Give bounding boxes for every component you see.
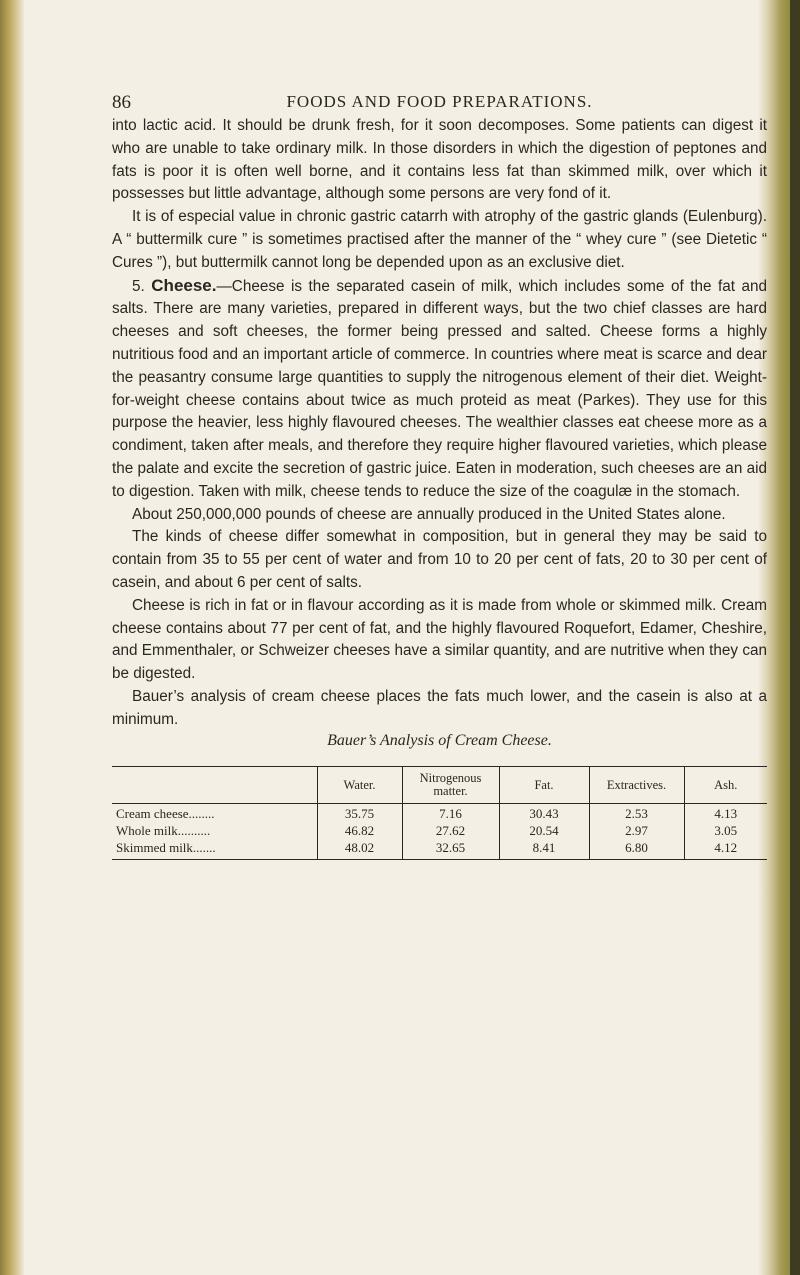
running-title: FOODS AND FOOD PREPARATIONS. [286,92,593,111]
table-caption: Bauer’s Analysis of Cream Cheese. [327,732,552,749]
section-heading: Cheese. [151,275,217,295]
column-header: Water. [317,767,402,804]
paragraph-cheese [112,275,767,504]
section-text: —Cheese is the separated casein of milk, which includes some of the fat and salts. There are many varieties, prepared in different ways, but the two chief classes are hard cheeses and soft cheeses, the former being pressed and salted. Cheese forms a highly nutritious food and an important article of commerce. In countries where meat is scarce and dear the peasantry consume large quantities to supply the nitrogenous element of their diet. Weight-for-weight cheese contains about twice as much proteid as meat (Parkes). They use for this purpose the heavier, less highly flavoured cheeses. The wealthier classes eat cheese more as a condiment, taken after meals, and therefore they require higher flavoured varieties, which please the palate and excite the secretion of gastric juice. Eaten in moderation, such cheeses are an aid to digestion. Taken with milk, cheese tends to reduce the size of the coagulæ in the stomach. [112,277,767,500]
column-header: Ash. [684,767,767,804]
table-row [112,838,767,860]
column-header: Extractives. [589,767,684,804]
row-label: Skimmed milk....... [112,838,317,860]
paragraph: Bauer’s analysis of cream cheese places the fats much lower, and the casein is also at a minimum. [112,687,767,728]
row-label: Whole milk.......... [116,823,211,838]
table-cell: 35.75 [317,804,402,822]
table-cell: 3.05 [684,821,767,838]
table-cell: 48.02 [317,838,402,860]
table-cell: 4.12 [684,838,767,860]
table-cell: 46.82 [317,821,402,838]
paragraph: The kinds of cheese differ somewhat in composition, but in general they may be said to contain from 35 to 55 per cent of water and from 10 to 20 per cent of fats, 20 to 30 per cent of casein, and about 6 per cent of salts. [112,528,767,591]
table-cell: 2.53 [589,804,684,822]
table-row [112,821,767,838]
analysis-table [112,766,767,860]
paragraph: About 250,000,000 pounds of cheese are annually produced in the United States alone. [132,505,726,523]
table-cell: 27.62 [402,821,499,838]
table-row [112,804,767,822]
body-text [112,115,767,732]
section-number: 5. [132,277,145,295]
paragraph: It is of especial value in chronic gastric catarrh with atrophy of the gastric glands (Eulenburg). A “ buttermilk cure ” is sometimes practised after the manner of the “ whey cure ” (see Dietetic “ Cures ”), but buttermilk cannot long be depended upon as an exclusive diet. [112,208,767,271]
table-cell: 6.80 [589,838,684,860]
table-cell: 7.16 [402,804,499,822]
table-cell: 20.54 [499,821,589,838]
row-label: Cream cheese........ [116,806,215,821]
column-header: Fat. [499,767,589,804]
paragraph: Cheese is rich in fat or in flavour according as it is made from whole or skimmed milk. Cream cheese contains about 77 per cent of fat, and the highly flavoured Roquefort, Edamer, Cheshire, and Emmenthaler, or Schweizer cheeses have a similar quantity, and are nutritive when they can be digested. [112,596,767,683]
paragraph: into lactic acid. It should be drunk fresh, for it soon decomposes. Some patients can digest it who are unable to take ordinary milk. In those disorders in which the digestion of peptones and fats is poor it is often well borne, and it contains less fat than skimmed milk, over which it possesses but little advantage, although some persons are very fond of it. [112,117,767,203]
table-cell: 8.41 [499,838,589,860]
table-cell: 4.13 [684,804,767,822]
table-cell: 30.43 [499,804,589,822]
table-cell: 2.97 [589,821,684,838]
column-header [112,767,317,804]
column-header: Nitrogenous matter. [402,767,499,804]
table-header-row [112,767,767,804]
book-spine-left [0,0,24,1275]
page-number: 86 [112,92,131,113]
table-cell: 32.65 [402,838,499,860]
